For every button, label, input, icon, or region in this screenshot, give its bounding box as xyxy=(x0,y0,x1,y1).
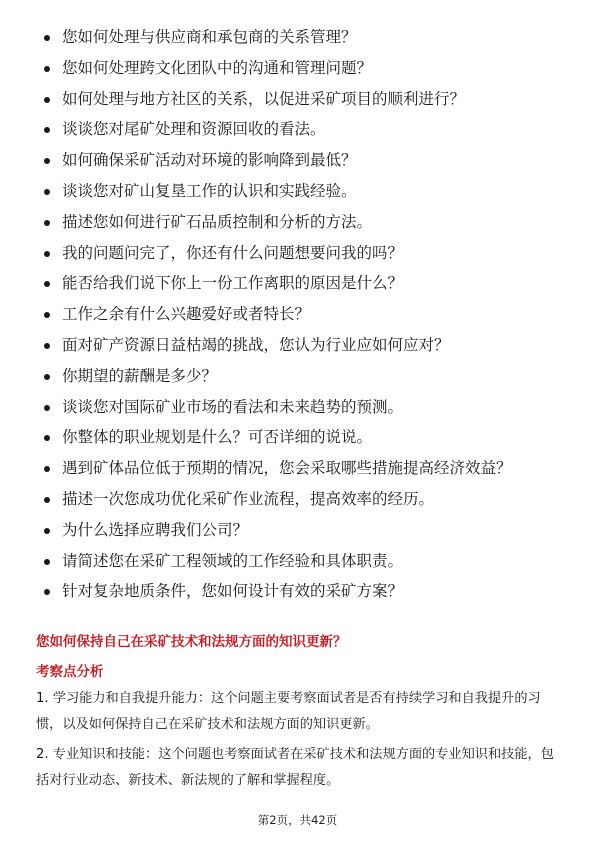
list-item xyxy=(44,301,544,328)
question-text: 针对复杂地质条件，您如何设计有效的采矿方案？ xyxy=(62,582,404,601)
question-list xyxy=(44,24,544,609)
question-text: 能否给我们说下你上一份工作离职的原因是什么？ xyxy=(62,274,404,293)
bullet-dot-icon xyxy=(44,158,50,164)
analysis-point: 1. 学习能力和自我提升能力：这个问题主要考察面试者是否有持续学习和自我提升的习惯，以及如何保持自己在采矿技术和法规方面的知识更新。 xyxy=(36,691,541,732)
question-text: 如何确保采矿活动对环境的影响降到最低？ xyxy=(62,151,357,170)
list-item xyxy=(44,363,544,390)
list-item xyxy=(44,116,544,143)
bullet-dot-icon xyxy=(44,374,50,380)
bullet-dot-icon xyxy=(44,35,50,41)
bullet-dot-icon xyxy=(44,281,50,287)
bullet-dot-icon xyxy=(44,589,50,595)
bullet-dot-icon xyxy=(44,312,50,318)
list-item xyxy=(44,486,544,513)
bullet-dot-icon xyxy=(44,97,50,103)
list-item xyxy=(44,240,544,267)
list-item xyxy=(44,86,544,113)
question-text: 描述一次您成功优化采矿作业流程，提高效率的经历。 xyxy=(62,489,435,508)
analysis-point: 2. 专业知识和技能：这个问题也考察面试者在采矿技术和法规方面的专业知识和技能，包括对行业动态、新技术、新法规的了解和掌握程度。 xyxy=(36,747,554,788)
list-item xyxy=(44,424,544,451)
question-text: 您如何处理与供应商和承包商的关系管理？ xyxy=(62,28,357,46)
list-item xyxy=(44,332,544,359)
list-item xyxy=(44,548,544,575)
list-item xyxy=(44,55,544,82)
list-item xyxy=(44,455,544,482)
question-text: 遇到矿体品位低于预期的情况，您会采取哪些措施提高经济效益？ xyxy=(62,459,512,478)
bullet-dot-icon xyxy=(44,251,50,257)
bullet-dot-icon xyxy=(44,66,50,72)
bullet-dot-icon xyxy=(44,559,50,565)
bullet-dot-icon xyxy=(44,466,50,472)
list-item xyxy=(44,394,544,421)
question-text: 你整体的职业规划是什么？可否详细的说说。 xyxy=(62,428,373,447)
question-text: 谈谈您对矿山复垦工作的认识和实践经验。 xyxy=(62,181,357,200)
question-text: 描述您如何进行矿石品质控制和分析的方法。 xyxy=(62,212,373,231)
bullet-dot-icon xyxy=(44,435,50,441)
bullet-dot-icon xyxy=(44,220,50,226)
question-text: 谈谈您对国际矿业市场的看法和未来趋势的预测。 xyxy=(62,397,404,416)
list-item xyxy=(44,209,544,236)
bullet-dot-icon xyxy=(44,497,50,503)
bullet-dot-icon xyxy=(44,343,50,349)
list-item xyxy=(44,270,544,297)
question-text: 请简述您在采矿工程领域的工作经验和具体职责。 xyxy=(62,551,404,570)
question-text: 为什么选择应聘我们公司？ xyxy=(62,520,249,539)
bullet-dot-icon xyxy=(44,528,50,534)
question-text: 面对矿产资源日益枯竭的挑战，您认为行业应如何应对？ xyxy=(62,335,450,354)
list-item xyxy=(44,517,544,544)
question-text: 你期望的薪酬是多少？ xyxy=(62,366,218,385)
list-item xyxy=(44,578,544,605)
question-text: 如何处理与地方社区的关系，以促进采矿项目的顺利进行？ xyxy=(62,89,466,108)
bullet-dot-icon xyxy=(44,189,50,195)
list-item xyxy=(44,147,544,174)
question-text: 您如何处理跨文化团队中的沟通和管理问题？ xyxy=(62,58,373,77)
section-heading: 您如何保持自己在采矿技术和法规方面的知识更新？ xyxy=(36,634,347,650)
analysis-body xyxy=(36,686,558,798)
bullet-dot-icon xyxy=(44,405,50,411)
bullet-dot-icon xyxy=(44,127,50,133)
page-number: 第2页，共42页 xyxy=(257,813,338,827)
question-text: 我的问题问完了，你还有什么问题想要问我的吗？ xyxy=(62,243,404,262)
analysis-heading: 考察点分析 xyxy=(36,664,104,680)
question-text: 工作之余有什么兴趣爱好或者特长？ xyxy=(62,305,311,324)
list-item xyxy=(44,24,544,51)
list-item xyxy=(44,178,544,205)
question-text: 谈谈您对尾矿处理和资源回收的看法。 xyxy=(62,120,326,139)
